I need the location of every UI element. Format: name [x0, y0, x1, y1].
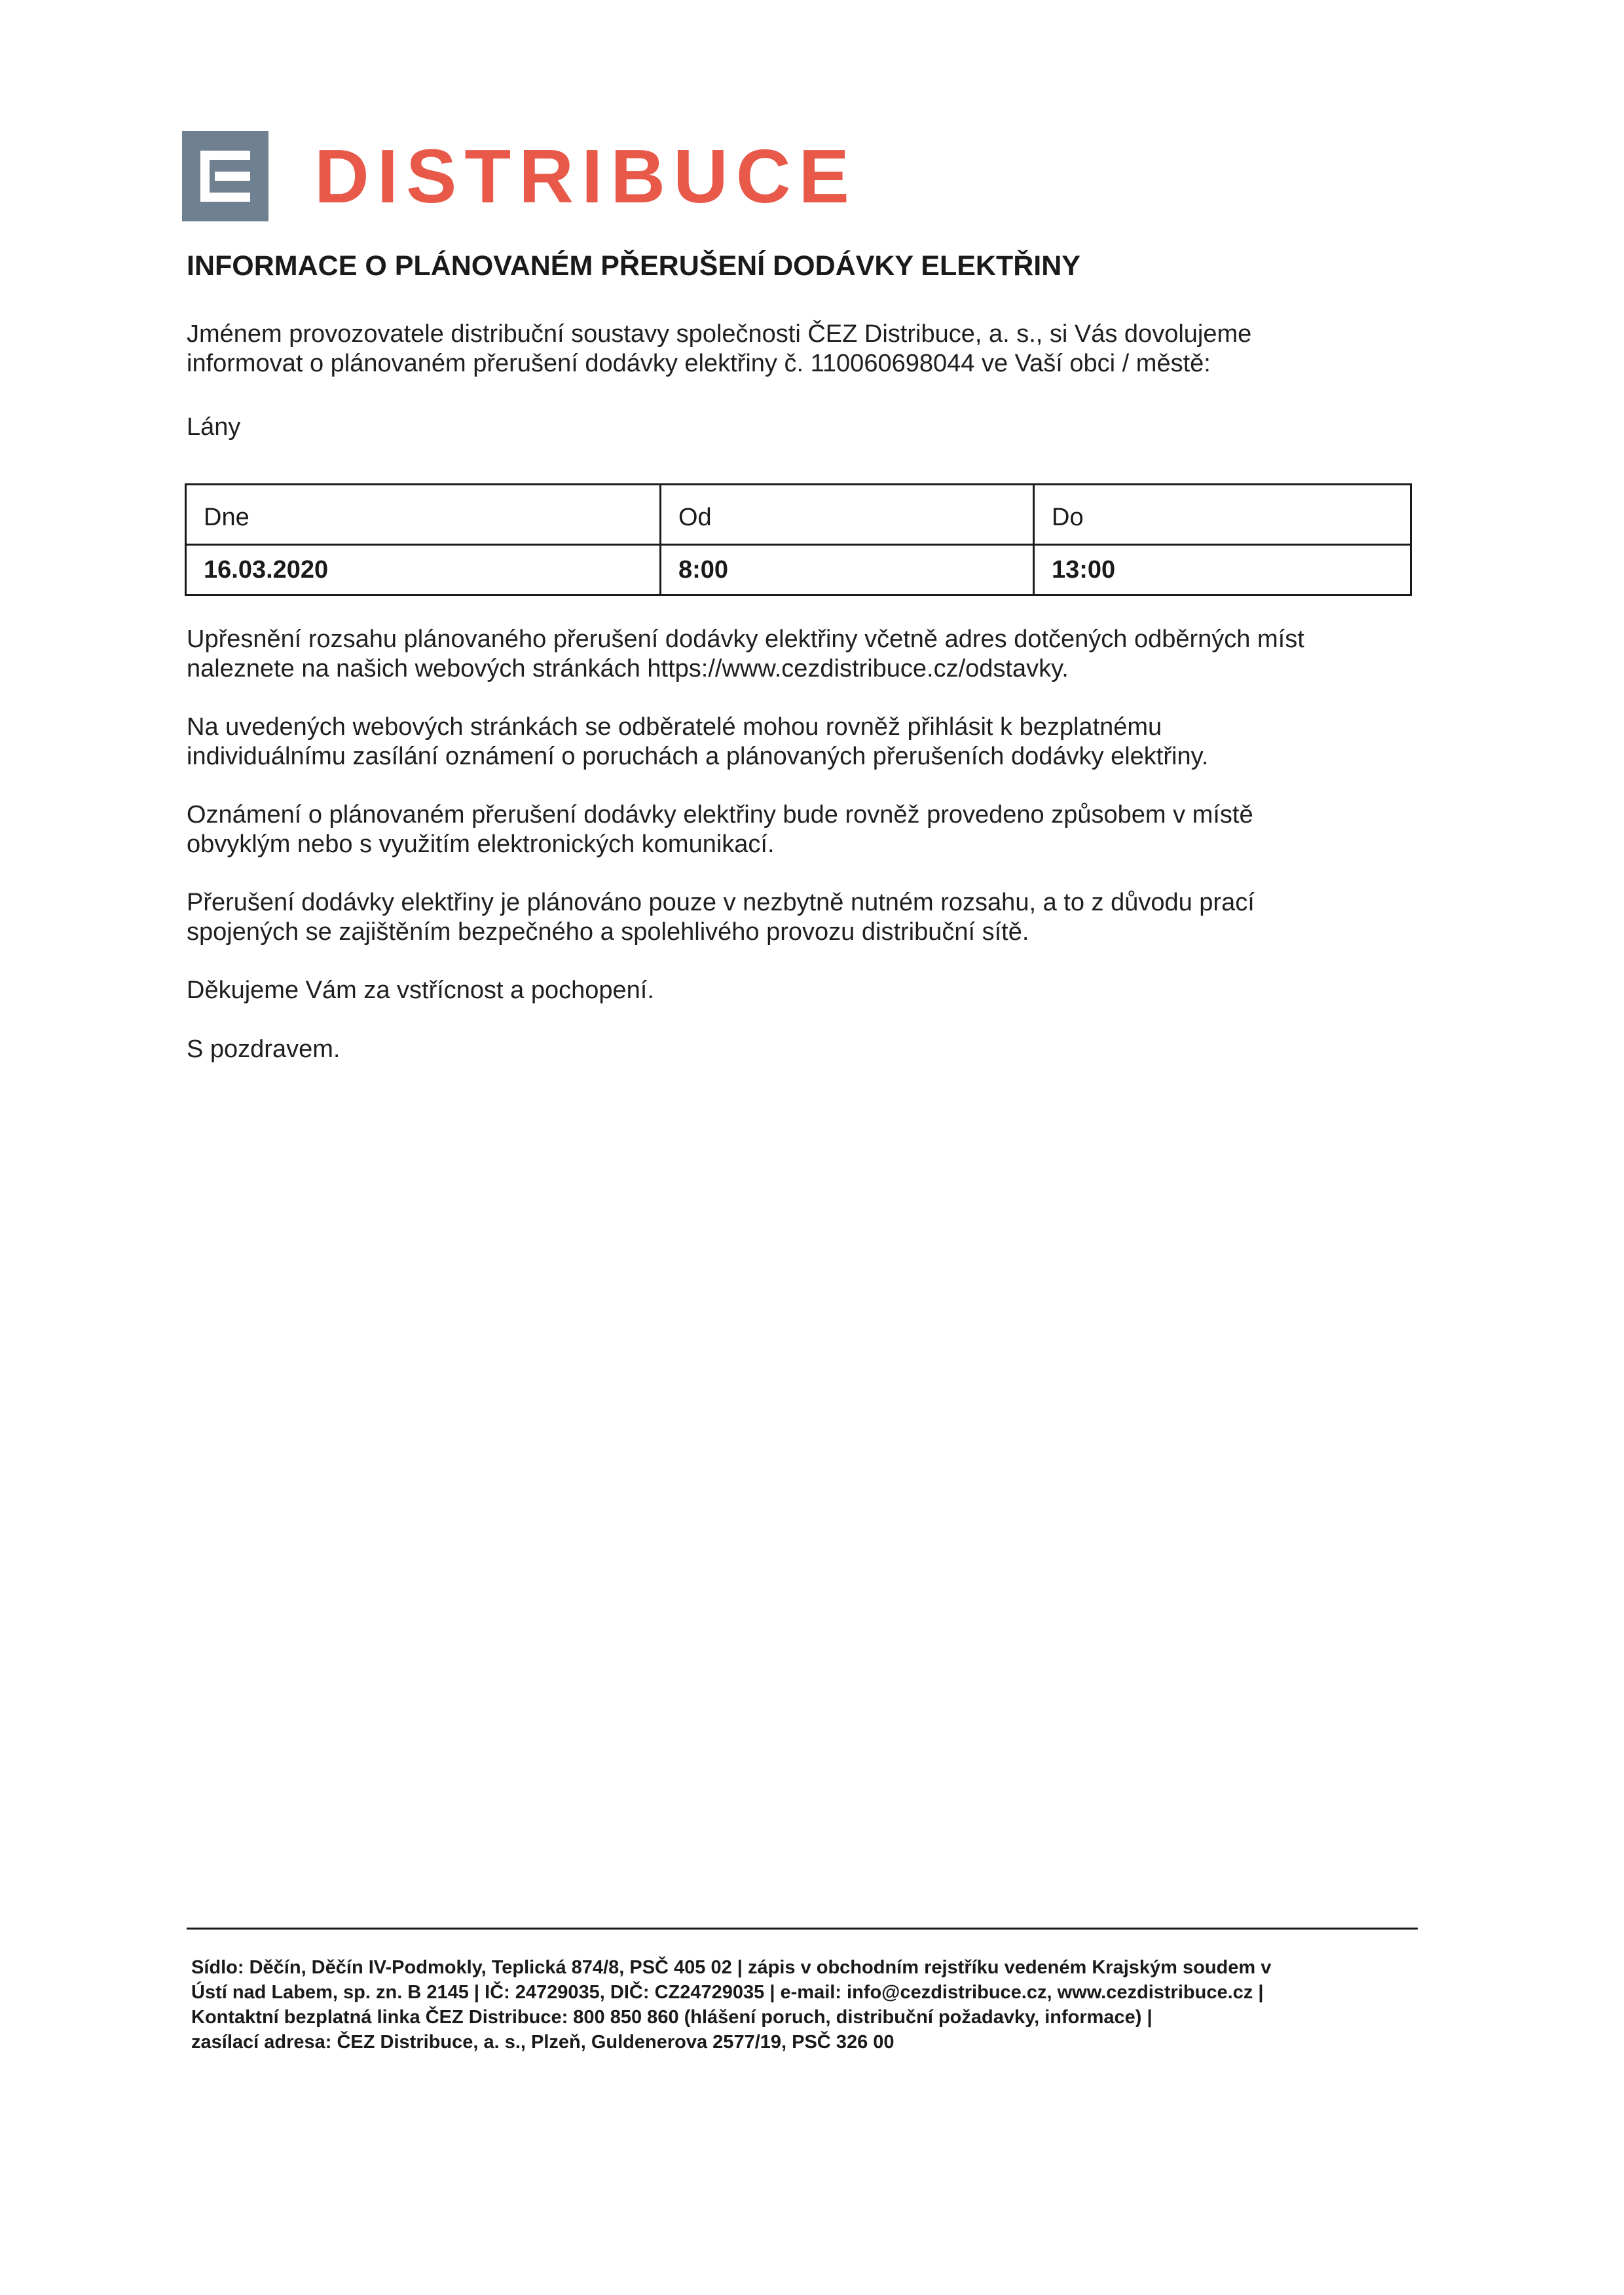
cez-logo-graphic [182, 131, 268, 221]
text-line: naleznete na našich webových stránkách https://www.cezdistribuce.cz/odstavky. [187, 655, 1069, 682]
text-line: Upřesnění rozsahu plánovaného přerušení dodávky elektřiny včetně adres dotčených odběrných míst [187, 625, 1304, 653]
text-line: Na uvedených webových stránkách se odběratelé mohou rovněž přihlásit k bezplatnému [187, 713, 1162, 741]
cez-logo-icon [182, 131, 268, 221]
text-line: informovat o plánovaném přerušení dodávky elektřiny č. 110060698044 ve Vaší obci / městě: [187, 350, 1211, 377]
table-header-cell: Do [1035, 485, 1410, 546]
text-line: Přerušení dodávky elektřiny je plánováno pouze v nezbytně nutném rozsahu, a to z důvodu prací [187, 889, 1255, 916]
closing-line: S pozdravem. [187, 1036, 341, 1063]
reason-paragraph [187, 888, 1431, 947]
announcement-paragraph [187, 800, 1431, 859]
text-line: obvyklým nebo s využitím elektronických komunikací. [187, 830, 775, 858]
table-header-cell: Od [661, 485, 1033, 546]
outage-schedule-table [185, 483, 1412, 596]
table-column-date [187, 485, 659, 594]
footer-divider [187, 1928, 1418, 1930]
thanks-line: Děkujeme Vám za vstřícnost a pochopení. [187, 977, 654, 1004]
table-value-cell: 16.03.2020 [204, 556, 329, 584]
footer-line: Sídlo: Děčín, Děčín IV-Podmokly, Teplická 874/8, PSČ 405 02 | zápis v obchodním rejstříku vedeném Krajským soudem v [191, 1957, 1272, 1978]
text-line: Jménem provozovatele distribuční soustavy společnosti ČEZ Distribuce, a. s., si Vás dovolujeme [187, 320, 1252, 348]
footer-line: zasílací adresa: ČEZ Distribuce, a. s., Plzeň, Guldenerova 2577/19, PSČ 326 00 [191, 2032, 895, 2053]
text-line: individuálnímu zasílání oznámení o poruchách a plánovaných přerušeních dodávky elektřiny. [187, 743, 1209, 770]
location-name: Lány [187, 413, 241, 441]
footer-line: Kontaktní bezplatná linka ČEZ Distribuce: 800 850 860 (hlášení poruch, distribuční požadavky, informace) | [191, 2007, 1153, 2028]
company-footer [191, 1955, 1409, 2055]
table-header-cell: Dne [187, 485, 659, 546]
company-logo [182, 131, 857, 221]
intro-paragraph [187, 320, 1431, 379]
text-line: spojených se zajištěním bezpečného a spolehlivého provozu distribuční sítě. [187, 918, 1029, 946]
subscription-paragraph [187, 713, 1431, 772]
details-paragraph [187, 625, 1431, 684]
logo-brand-text: DISTRIBUCE [314, 134, 857, 219]
table-value-cell: 8:00 [678, 556, 729, 584]
table-value-cell: 13:00 [1052, 556, 1116, 584]
table-column-to [1033, 485, 1410, 594]
document-title: INFORMACE O PLÁNOVANÉM PŘERUŠENÍ DODÁVKY ELEKTŘINY [187, 250, 1080, 282]
text-line: Oznámení o plánovaném přerušení dodávky elektřiny bude rovněž provedeno způsobem v místě [187, 801, 1253, 829]
table-column-from [659, 485, 1033, 594]
footer-line: Ústí nad Labem, sp. zn. B 2145 | IČ: 24729035, DIČ: CZ24729035 | e-mail: info@cezdistribuce.cz, www.cezdistribuce.cz | [191, 1982, 1264, 2003]
